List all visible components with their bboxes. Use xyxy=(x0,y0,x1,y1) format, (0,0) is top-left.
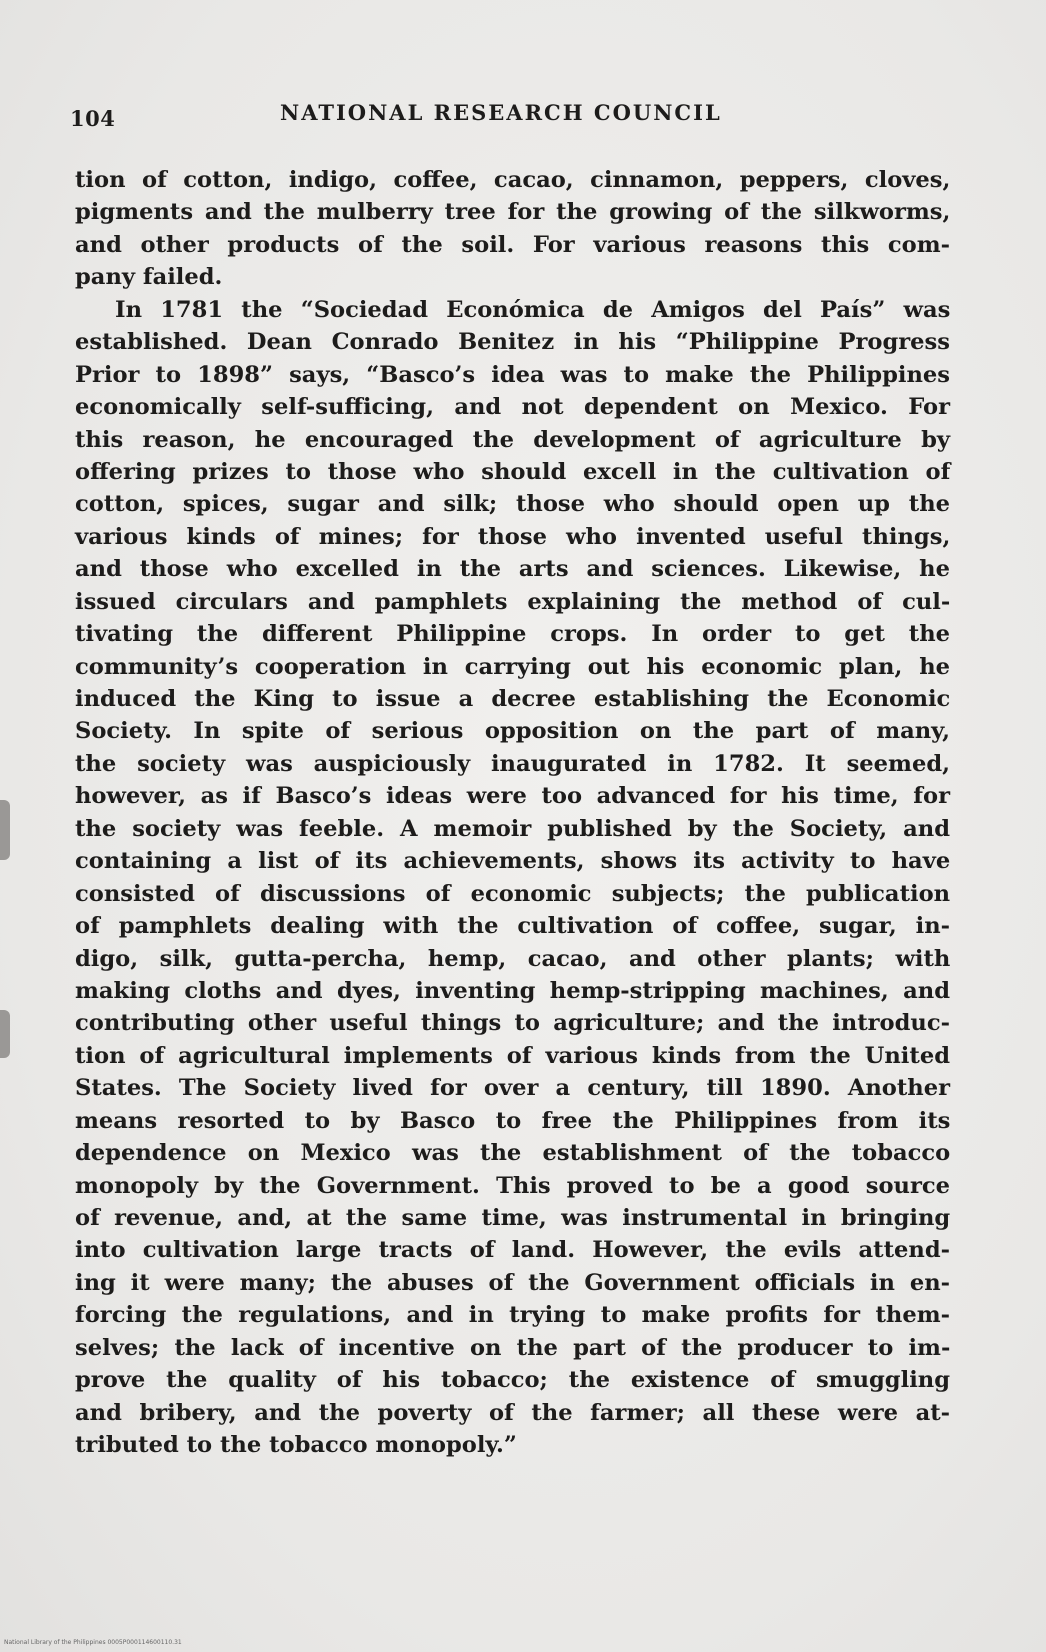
text-line: forcing the regulations, and in trying to make profits for them- xyxy=(75,1302,950,1329)
text-line: containing a list of its achievements, shows its activity to have xyxy=(75,848,951,875)
text-line: and bribery, and the poverty of the farmer; all these were at- xyxy=(75,1399,951,1426)
paragraph-first-line: In 1781 the “Sociedad Económica de Amigos del País” was xyxy=(115,296,951,323)
text-line: dependence on Mexico was the establishment of the tobacco xyxy=(75,1140,951,1167)
text-line: the society was feeble. A memoir published by the Society, and xyxy=(75,815,950,842)
text-line: pany failed. xyxy=(75,264,223,291)
text-line: this reason, he encouraged the development of agriculture by xyxy=(75,426,950,453)
page-number: 104 xyxy=(70,106,116,131)
text-line: economically self-sufficing, and not dependent on Mexico. For xyxy=(75,394,950,421)
text-line: however, as if Basco’s ideas were too advanced for his time, for xyxy=(75,783,950,810)
text-line: community’s cooperation in carrying out his economic plan, he xyxy=(75,653,950,680)
running-title: NATIONAL RESEARCH COUNCIL xyxy=(280,100,722,125)
left-edge-mark xyxy=(0,1010,10,1058)
text-line: cotton, spices, sugar and silk; those who should open up the xyxy=(75,491,950,518)
text-line: digo, silk, gutta-percha, hemp, cacao, and other plants; with xyxy=(75,945,951,972)
text-line: making cloths and dyes, inventing hemp-stripping machines, and xyxy=(75,977,950,1004)
footer-credit: National Library of the Philippines 0005P000114600110.31 xyxy=(4,1639,182,1646)
running-head xyxy=(70,100,950,134)
text-line: prove the quality of his tobacco; the existence of smuggling xyxy=(75,1367,950,1394)
text-line: Prior to 1898” says, “Basco’s idea was to make the Philippines xyxy=(75,361,950,388)
text-line: offering prizes to those who should excell in the cultivation of xyxy=(75,458,951,485)
text-line: tributed to the tobacco monopoly.” xyxy=(75,1432,517,1459)
body-text xyxy=(75,164,950,1462)
text-line: Society. In spite of serious opposition on the part of many, xyxy=(75,718,950,745)
text-line: tion of agricultural implements of various kinds from the United xyxy=(75,1042,950,1069)
text-line: contributing other useful things to agriculture; and the introduc- xyxy=(75,1010,950,1037)
text-line: and those who excelled in the arts and sciences. Likewise, he xyxy=(75,556,950,583)
text-line: tion of cotton, indigo, coffee, cacao, cinnamon, peppers, cloves, xyxy=(75,167,951,193)
text-line: issued circulars and pamphlets explaining the method of cul- xyxy=(75,588,951,615)
text-line: and other products of the soil. For various reasons this com- xyxy=(75,231,950,258)
text-line: the society was auspiciously inaugurated in 1782. It seemed, xyxy=(75,750,950,777)
text-line: into cultivation large tracts of land. However, the evils attend- xyxy=(75,1237,950,1264)
text-line: monopoly by the Government. This proved to be a good source xyxy=(75,1172,950,1199)
text-line: pigments and the mulberry tree for the growing of the silkworms, xyxy=(75,199,951,226)
text-line: of revenue, and, at the same time, was instrumental in bringing xyxy=(75,1205,951,1231)
text-line: means resorted to by Basco to free the Philippines from its xyxy=(75,1107,951,1134)
text-line: established. Dean Conrado Benitez in his “Philippine Progress xyxy=(75,329,950,356)
text-line: selves; the lack of incentive on the part of the producer to im- xyxy=(75,1334,951,1361)
left-edge-mark xyxy=(0,800,10,860)
text-line: consisted of discussions of economic subjects; the publication xyxy=(75,880,951,907)
text-line: of pamphlets dealing with the cultivation of coffee, sugar, in- xyxy=(75,913,950,940)
text-line: induced the King to issue a decree establishing the Economic xyxy=(75,686,951,712)
text-line: tivating the different Philippine crops. In order to get the xyxy=(75,621,950,648)
text-line: ing it were many; the abuses of the Government officials in en- xyxy=(75,1269,950,1296)
text-line: States. The Society lived for over a century, till 1890. Another xyxy=(75,1075,950,1102)
text-line: various kinds of mines; for those who invented useful things, xyxy=(75,523,951,550)
